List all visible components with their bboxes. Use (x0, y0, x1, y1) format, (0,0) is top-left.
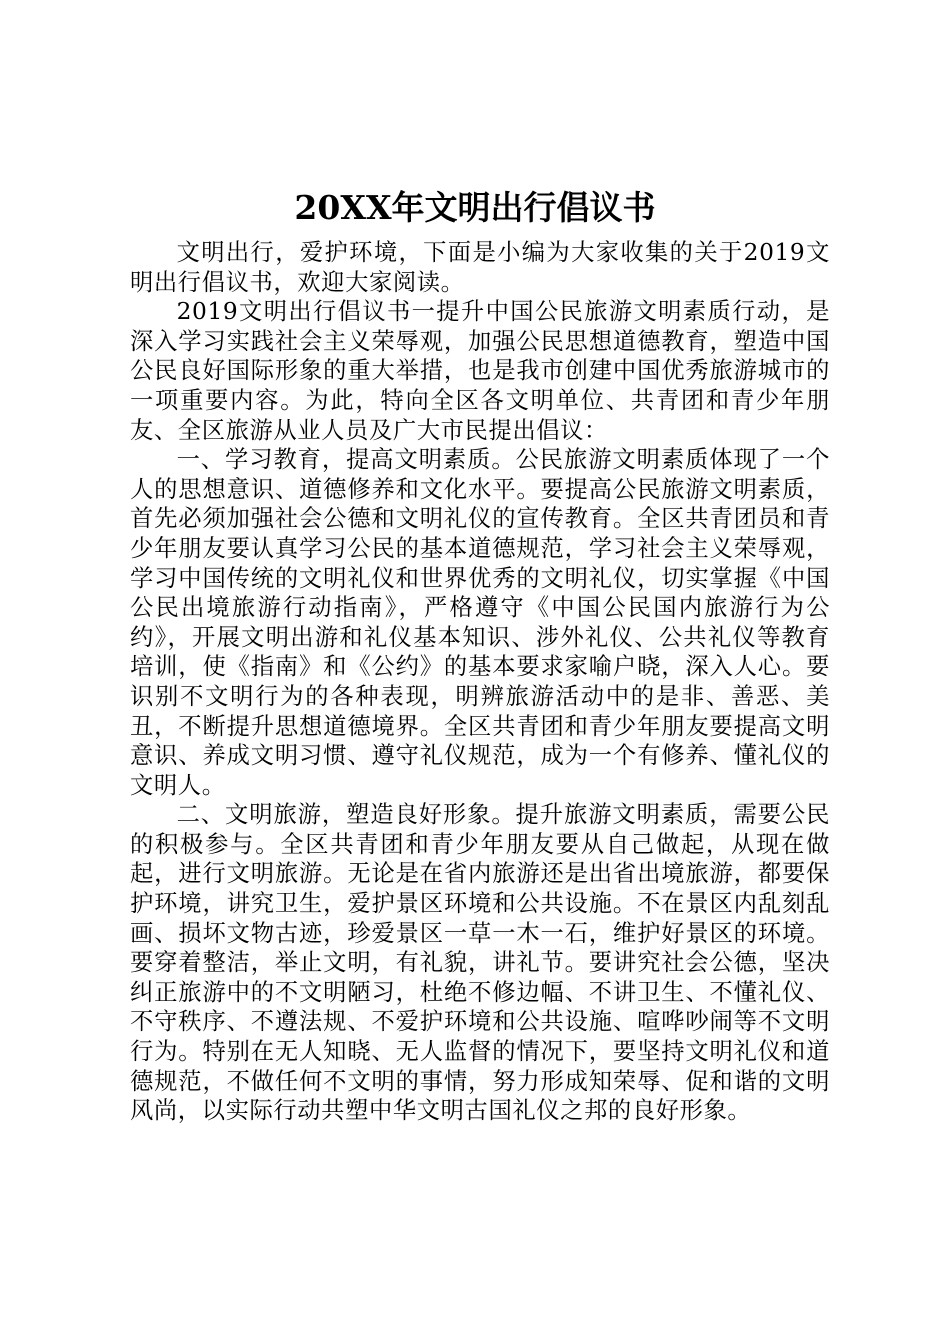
paragraph-section-one: 一、学习教育，提高文明素质。公民旅游文明素质体现了一个人的思想意识、道德修养和文化水平。要提高公民旅游文明素质，首先必须加强社会公德和文明礼仪的宣传教育。全区共青团员和青少年朋友要认真学习公民的基本道德规范，学习社会主义荣辱观，学习中国传统的文明礼仪和世界优秀的文明礼仪，切实掌握《中国公民出境旅游行动指南》，严格遵守《中国公民国内旅游行为公约》，开展文明出游和礼仪基本知识、涉外礼仪、公共礼仪等教育培训，使《指南》和《公约》的基本要求家喻户晓，深入人心。要识别不文明行为的各种表现，明辨旅游活动中的是非、善恶、美丑，不断提升思想道德境界。全区共青团和青少年朋友要提高文明意识、养成文明习惯、遵守礼仪规范，成为一个有修养、懂礼仪的文明人。 (130, 446, 830, 799)
paragraph-section-two: 二、文明旅游，塑造良好形象。提升旅游文明素质，需要公民的积极参与。全区共青团和青少年朋友要从自己做起，从现在做起，进行文明旅游。无论是在省内旅游还是出省出境旅游，都要保护环境，讲究卫生，爱护景区环境和公共设施。不在景区内乱刻乱画、损坏文物古迹，珍爱景区一草一木一石，维护好景区的环境。要穿着整洁，举止文明，有礼貌，讲礼节。要讲究社会公德，坚决纠正旅游中的不文明陋习，杜绝不修边幅、不讲卫生、不懂礼仪、不守秩序、不遵法规、不爱护环境和公共设施、喧哗吵闹等不文明行为。特别在无人知晓、无人监督的情况下，要坚持文明礼仪和道德规范，不做任何不文明的事情，努力形成知荣辱、促和谐的文明风尚，以实际行动共塑中华文明古国礼仪之邦的良好形象。 (130, 801, 830, 1125)
document-title: 20XX年文明出行倡议书 (294, 188, 656, 227)
paragraph-intro: 文明出行，爱护环境，下面是小编为大家收集的关于2019文明出行倡议书，欢迎大家阅读。 (130, 239, 830, 296)
document-body (130, 238, 830, 1126)
paragraph-proposal: 2019文明出行倡议书一提升中国公民旅游文明素质行动，是深入学习实践社会主义荣辱观，加强公民思想道德教育，塑造中国公民良好国际形象的重大举措，也是我市创建中国优秀旅游城市的一项重要内容。为此，特向全区各文明单位、共青团和青少年朋友、全区旅游从业人员及广大市民提出倡议： (130, 298, 830, 444)
